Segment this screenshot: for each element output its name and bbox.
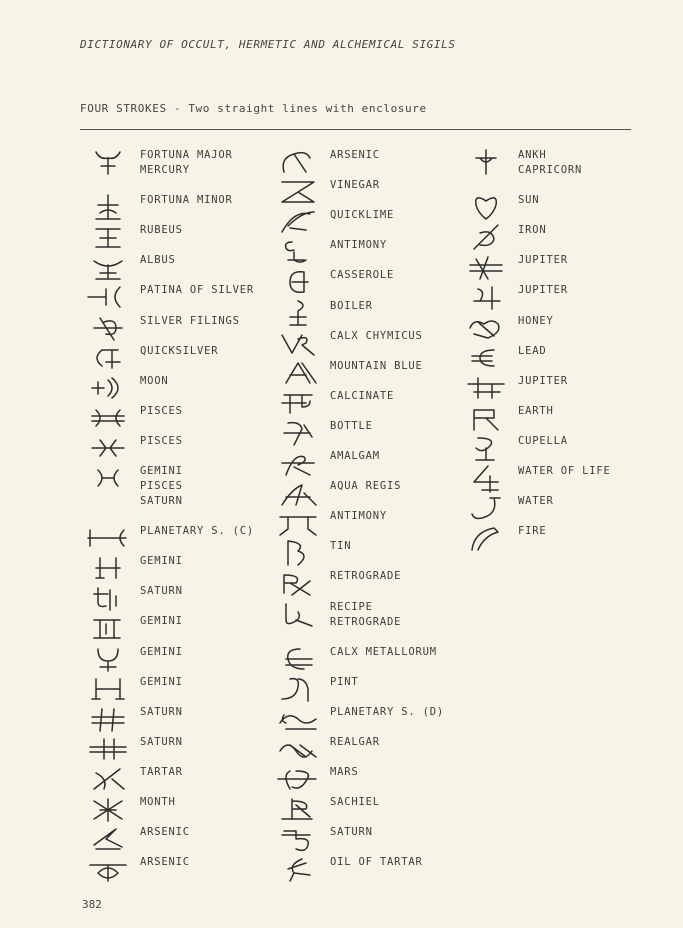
sigil-entry bbox=[276, 148, 456, 176]
sigil-label bbox=[330, 479, 401, 494]
sigil-label-line: JUPITER bbox=[518, 375, 568, 387]
sigil-entry bbox=[86, 795, 266, 823]
sigil-entry bbox=[464, 283, 644, 311]
realgar-sigil-icon bbox=[276, 735, 320, 763]
sigil-label bbox=[518, 283, 568, 298]
sigil-entry bbox=[86, 825, 266, 853]
sigil-entry bbox=[86, 554, 266, 582]
moon-sigil-icon bbox=[86, 374, 130, 402]
sigil-entry bbox=[464, 344, 644, 372]
sigil-label-line: PISCES bbox=[140, 480, 183, 492]
sigil-entry bbox=[86, 344, 266, 372]
mountain-blue-sigil-icon bbox=[276, 359, 320, 387]
sigil-entry bbox=[276, 479, 456, 507]
sigil-entry bbox=[276, 795, 456, 823]
sigil-entry bbox=[86, 434, 266, 462]
rubeus-sigil-icon bbox=[86, 223, 130, 251]
tartar-sigil-icon bbox=[86, 765, 130, 793]
sigil-label-line: IRON bbox=[518, 224, 547, 236]
antimony-sigil-icon bbox=[276, 509, 320, 537]
sigil-label-line: SATURN bbox=[140, 585, 183, 597]
pint-sigil-icon bbox=[276, 675, 320, 703]
silver-filings-sigil-icon bbox=[86, 314, 130, 342]
jupiter-sigil-icon bbox=[464, 283, 508, 311]
sigil-label-line: PLANETARY S. (D) bbox=[330, 706, 444, 718]
sigil-label-line: MONTH bbox=[140, 796, 176, 808]
month-sigil-icon bbox=[86, 795, 130, 823]
sigil-label-line: PISCES bbox=[140, 435, 183, 447]
sigil-label bbox=[140, 344, 218, 359]
gemini-sigil-icon bbox=[86, 464, 130, 492]
sigil-entry bbox=[464, 374, 644, 402]
patina-of-silver-sigil-icon bbox=[86, 283, 130, 311]
arsenic-sigil-icon bbox=[86, 825, 130, 853]
sigil-label-line: PINT bbox=[330, 676, 359, 688]
sigil-label bbox=[330, 795, 380, 810]
sigil-label-line: RETROGRADE bbox=[330, 616, 402, 628]
sigil-entry bbox=[86, 735, 266, 763]
sigil-label bbox=[140, 223, 183, 238]
sigil-label-line: PLANETARY S. (C) bbox=[140, 525, 254, 537]
sigil-entry bbox=[86, 253, 266, 281]
sigil-entry bbox=[276, 645, 456, 673]
sigil-entry bbox=[86, 524, 266, 552]
sigil-label-line: OIL OF TARTAR bbox=[330, 856, 423, 868]
oil-of-tartar-sigil-icon bbox=[276, 855, 320, 883]
pisces-sigil-icon bbox=[86, 434, 130, 462]
sigil-label-line: SATURN bbox=[330, 826, 373, 838]
gemini-sigil-icon bbox=[86, 614, 130, 642]
sigil-label bbox=[140, 314, 240, 329]
sigil-entry bbox=[276, 705, 456, 733]
sigil-entry bbox=[464, 223, 644, 251]
sigil-label-line: GEMINI bbox=[140, 615, 183, 627]
sigil-label-line: MERCURY bbox=[140, 164, 190, 176]
sigil-label bbox=[330, 178, 380, 193]
albus-sigil-icon bbox=[86, 253, 130, 281]
sigil-label bbox=[140, 645, 183, 660]
sigil-label bbox=[330, 569, 401, 584]
sigil-entry bbox=[86, 314, 266, 342]
sigil-entry bbox=[86, 374, 266, 402]
sigil-label bbox=[518, 494, 554, 509]
section-divider bbox=[80, 129, 631, 130]
earth-sigil-icon bbox=[464, 404, 508, 432]
sigil-label-line: PATINA OF SILVER bbox=[140, 284, 254, 296]
sigil-label-line: AQUA REGIS bbox=[330, 480, 402, 492]
sigil-label bbox=[518, 344, 547, 359]
sigil-label bbox=[330, 539, 351, 554]
sigil-label-line: ALBUS bbox=[140, 254, 176, 266]
sigil-label-line: ANTIMONY bbox=[330, 239, 387, 251]
sigil-label-line: ARSENIC bbox=[140, 826, 190, 838]
sigil-label bbox=[330, 825, 373, 840]
sigil-label bbox=[330, 675, 359, 690]
sigil-entry bbox=[276, 539, 456, 567]
sigil-label-line: MARS bbox=[330, 766, 359, 778]
sigil-entry bbox=[276, 178, 456, 206]
calx-chymicus-sigil-icon bbox=[276, 329, 320, 357]
sigil-label-line: GEMINI bbox=[140, 676, 183, 688]
sigil-label bbox=[140, 524, 254, 539]
arsenic-sigil-icon bbox=[276, 148, 320, 176]
sigil-label bbox=[140, 283, 254, 298]
sigil-label-line: RUBEUS bbox=[140, 224, 183, 236]
amalgam-sigil-icon bbox=[276, 449, 320, 477]
sigil-entry bbox=[86, 584, 266, 612]
sigil-label bbox=[330, 735, 380, 750]
sigil-entry bbox=[464, 434, 644, 462]
sigil-label bbox=[330, 329, 423, 344]
sigil-entry bbox=[276, 238, 456, 266]
sigil-label-line: RECIPE bbox=[330, 601, 373, 613]
sigil-label-line: SATURN bbox=[140, 706, 183, 718]
vinegar-sigil-icon bbox=[276, 178, 320, 206]
sigil-label-line: SATURN bbox=[140, 495, 183, 507]
sigil-label bbox=[518, 193, 539, 208]
arsenic-sigil-icon bbox=[86, 855, 130, 883]
sigil-label-line: QUICKSILVER bbox=[140, 345, 219, 357]
sigil-label-line: PISCES bbox=[140, 405, 183, 417]
sigil-label bbox=[330, 389, 394, 404]
sigil-label bbox=[140, 825, 190, 840]
sigil-label-line: ANKH bbox=[518, 149, 547, 161]
fire-sigil-icon bbox=[464, 524, 508, 552]
sigil-label-line: JUPITER bbox=[518, 254, 568, 266]
sigil-entry bbox=[276, 825, 456, 853]
saturn-sigil-icon bbox=[86, 705, 130, 733]
gemini-sigil-icon bbox=[86, 675, 130, 703]
sigil-entry bbox=[276, 600, 456, 628]
sigil-label-line: GEMINI bbox=[140, 555, 183, 567]
sigil-label bbox=[140, 855, 190, 870]
sigil-entry bbox=[276, 299, 456, 327]
sigil-label bbox=[518, 434, 568, 449]
sigil-entry bbox=[86, 193, 266, 221]
sigil-entry bbox=[276, 419, 456, 447]
planetary-s-sigil-icon bbox=[276, 705, 320, 733]
sigil-label bbox=[140, 404, 183, 419]
sigil-label bbox=[330, 419, 373, 434]
sigil-entry bbox=[276, 208, 456, 236]
sigil-label bbox=[518, 374, 568, 389]
sigil-label-line: FORTUNA MAJOR bbox=[140, 149, 233, 161]
gemini-sigil-icon bbox=[86, 645, 130, 673]
sigil-entry bbox=[276, 268, 456, 296]
sigil-entry bbox=[464, 494, 644, 522]
sigil-label-line: ARSENIC bbox=[140, 856, 190, 868]
sigil-label bbox=[140, 434, 183, 449]
water-sigil-icon bbox=[464, 494, 508, 522]
sigil-label-line: CALX CHYMICUS bbox=[330, 330, 423, 342]
sigil-entry bbox=[86, 705, 266, 733]
sigil-label bbox=[140, 554, 183, 569]
quicklime-sigil-icon bbox=[276, 208, 320, 236]
sigil-label-line: CALX METALLORUM bbox=[330, 646, 437, 658]
sigil-label bbox=[518, 524, 547, 539]
sigil-label-line: SATURN bbox=[140, 736, 183, 748]
sigil-label bbox=[330, 645, 437, 660]
sigil-entry bbox=[276, 509, 456, 537]
planetary-s-sigil-icon bbox=[86, 524, 130, 552]
pisces-sigil-icon bbox=[86, 404, 130, 432]
sigil-label-line: ARSENIC bbox=[330, 149, 380, 161]
sigil-label-line: CASSEROLE bbox=[330, 269, 395, 281]
ankh-sigil-icon bbox=[464, 148, 508, 176]
sigil-entry bbox=[276, 765, 456, 793]
sigil-entry bbox=[86, 464, 266, 507]
sigil-entry bbox=[86, 855, 266, 883]
page-number: 382 bbox=[82, 898, 102, 911]
sigil-entry bbox=[86, 223, 266, 251]
sigil-label bbox=[330, 268, 394, 283]
sigil-label bbox=[140, 795, 176, 810]
sigil-label-line: GEMINI bbox=[140, 646, 183, 658]
sigil-label bbox=[140, 193, 233, 208]
sigil-entry bbox=[464, 524, 644, 552]
sigil-label-line: FORTUNA MINOR bbox=[140, 194, 233, 206]
sigil-label bbox=[140, 675, 183, 690]
sigil-entry bbox=[86, 404, 266, 432]
quicksilver-sigil-icon bbox=[86, 344, 130, 372]
sigil-label bbox=[140, 148, 233, 178]
sigil-label-line: SACHIEL bbox=[330, 796, 380, 808]
sigil-entry bbox=[86, 645, 266, 673]
sachiel-sigil-icon bbox=[276, 795, 320, 823]
sigil-label bbox=[140, 374, 169, 389]
sigil-label bbox=[140, 253, 176, 268]
saturn-sigil-icon bbox=[86, 584, 130, 612]
sigil-label bbox=[518, 464, 611, 479]
sigil-entry bbox=[86, 614, 266, 642]
sigil-entry bbox=[276, 735, 456, 763]
sigil-label-line: LEAD bbox=[518, 345, 547, 357]
sigil-label-line: TIN bbox=[330, 540, 352, 552]
sigil-label bbox=[140, 614, 183, 629]
sigil-label bbox=[330, 449, 380, 464]
water-of-life-sigil-icon bbox=[464, 464, 508, 492]
sigil-label-line: CALCINATE bbox=[330, 390, 395, 402]
fortuna-major-sigil-icon bbox=[86, 148, 130, 176]
sigil-label-line: CAPRICORN bbox=[518, 164, 583, 176]
gemini-sigil-icon bbox=[86, 554, 130, 582]
sigil-label-line: EARTH bbox=[518, 405, 554, 417]
sigil-label-line: SILVER FILINGS bbox=[140, 315, 240, 327]
sigil-label bbox=[330, 299, 373, 314]
sigil-label bbox=[518, 253, 568, 268]
jupiter-sigil-icon bbox=[464, 253, 508, 281]
sigil-entry bbox=[276, 389, 456, 417]
tin-sigil-icon bbox=[276, 539, 320, 567]
sigil-label bbox=[518, 223, 547, 238]
sigil-label bbox=[140, 735, 183, 750]
sigil-label-line: WATER OF LIFE bbox=[518, 465, 611, 477]
boiler-sigil-icon bbox=[276, 299, 320, 327]
lead-sigil-icon bbox=[464, 344, 508, 372]
sigil-entry bbox=[276, 359, 456, 387]
sigil-entry bbox=[86, 675, 266, 703]
sigil-entry bbox=[276, 675, 456, 703]
sigil-entry bbox=[276, 855, 456, 883]
retrograde-sigil-icon bbox=[276, 569, 320, 597]
sigil-label bbox=[330, 148, 380, 163]
sigil-label bbox=[140, 584, 183, 599]
sigil-entry bbox=[276, 569, 456, 597]
sigil-label bbox=[140, 464, 183, 509]
sigil-label-line: SUN bbox=[518, 194, 540, 206]
sigil-label bbox=[518, 314, 554, 329]
sigil-entry bbox=[464, 404, 644, 432]
sun-sigil-icon bbox=[464, 193, 508, 221]
sigil-entry bbox=[276, 329, 456, 357]
mars-sigil-icon bbox=[276, 765, 320, 793]
sigil-label bbox=[518, 404, 554, 419]
jupiter-sigil-icon bbox=[464, 374, 508, 402]
cupella-sigil-icon bbox=[464, 434, 508, 462]
sigil-entry bbox=[276, 449, 456, 477]
sigil-entry bbox=[464, 464, 644, 492]
sigil-entry bbox=[464, 253, 644, 281]
calx-metallorum-sigil-icon bbox=[276, 645, 320, 673]
fortuna-minor-sigil-icon bbox=[86, 193, 130, 221]
sigil-label bbox=[330, 509, 387, 524]
sigil-entry bbox=[86, 148, 266, 176]
sigil-entry bbox=[464, 148, 644, 176]
sigil-label-line: MOON bbox=[140, 375, 169, 387]
saturn-sigil-icon bbox=[86, 735, 130, 763]
recipe-sigil-icon bbox=[276, 600, 320, 628]
sigil-label-line: RETROGRADE bbox=[330, 570, 402, 582]
honey-sigil-icon bbox=[464, 314, 508, 342]
antimony-sigil-icon bbox=[276, 238, 320, 266]
sigil-label-line: HONEY bbox=[518, 315, 554, 327]
sigil-label bbox=[330, 238, 387, 253]
sigil-label-line: CUPELLA bbox=[518, 435, 568, 447]
sigil-label-line: GEMINI bbox=[140, 465, 183, 477]
sigil-label bbox=[330, 705, 444, 720]
saturn-sigil-icon bbox=[276, 825, 320, 853]
sigil-label-line: QUICKLIME bbox=[330, 209, 395, 221]
sigil-label bbox=[140, 705, 183, 720]
sigil-label bbox=[330, 600, 401, 630]
sigil-label-line: BOILER bbox=[330, 300, 373, 312]
bottle-sigil-icon bbox=[276, 419, 320, 447]
calcinate-sigil-icon bbox=[276, 389, 320, 417]
sigil-label bbox=[140, 765, 183, 780]
sigil-label-line: TARTAR bbox=[140, 766, 183, 778]
sigil-label-line: FIRE bbox=[518, 525, 547, 537]
sigil-entry bbox=[86, 283, 266, 311]
sigil-label-line: ANTIMONY bbox=[330, 510, 387, 522]
sigil-label-line: WATER bbox=[518, 495, 554, 507]
sigil-label bbox=[330, 765, 359, 780]
iron-sigil-icon bbox=[464, 223, 508, 251]
sigil-label-line: JUPITER bbox=[518, 284, 568, 296]
book-title: DICTIONARY OF OCCULT, HERMETIC AND ALCHEMICAL SIGILS bbox=[80, 38, 456, 51]
sigil-label-line: BOTTLE bbox=[330, 420, 373, 432]
sigil-label bbox=[330, 208, 394, 223]
sigil-entry bbox=[464, 193, 644, 221]
aqua-regis-sigil-icon bbox=[276, 479, 320, 507]
section-title: FOUR STROKES - Two straight lines with enclosure bbox=[80, 102, 427, 115]
casserole-sigil-icon bbox=[276, 268, 320, 296]
sigil-label-line: REALGAR bbox=[330, 736, 380, 748]
sigil-label-line: VINEGAR bbox=[330, 179, 380, 191]
sigil-label bbox=[518, 148, 582, 178]
sigil-label-line: AMALGAM bbox=[330, 450, 380, 462]
sigil-label bbox=[330, 359, 423, 374]
sigil-entry bbox=[464, 314, 644, 342]
sigil-label-line: MOUNTAIN BLUE bbox=[330, 360, 423, 372]
sigil-label bbox=[330, 855, 423, 870]
sigil-entry bbox=[86, 765, 266, 793]
